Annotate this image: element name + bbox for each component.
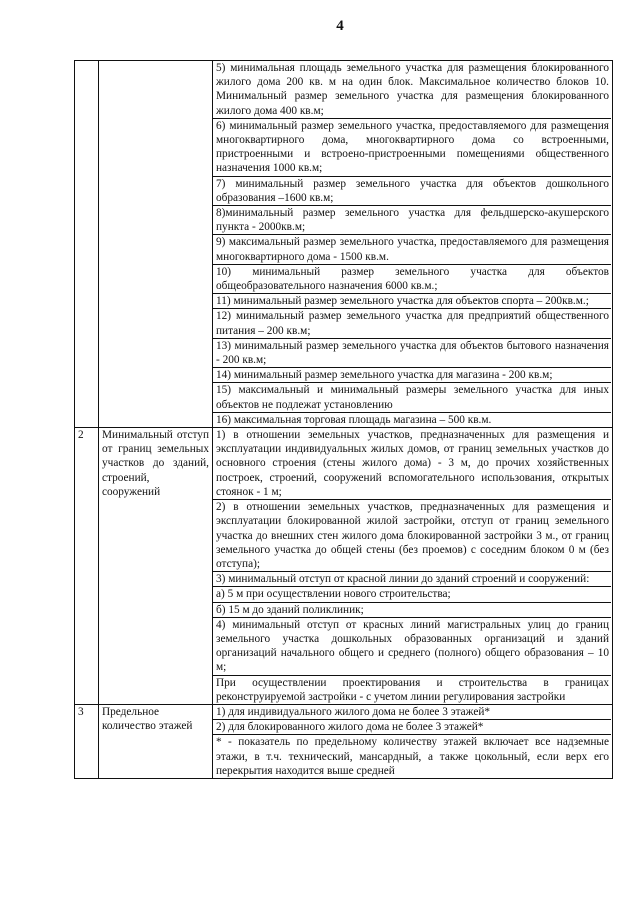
paragraph: 7) минимальный размер земельного участка для объектов дошкольного образования –1600 кв.м; bbox=[213, 177, 611, 206]
row-number: 3 bbox=[75, 704, 99, 778]
page-number: 4 bbox=[336, 18, 344, 34]
paragraph: При осуществлении проектирования и строительства в границах реконструируемой застройки - с учетом линии регулирования застройки bbox=[216, 676, 609, 703]
table-row bbox=[75, 428, 613, 705]
paragraph: 2) в отношении земельных участков, предназначенных для размещения и эксплуатации блокированной жилой застройки, отступ от границ земельного участка до внешних стен жилого дома блокированной застройки 3 м., от границ земельного участка до общей стены (без проемов) с соседним блоком 0 м (без отступа); bbox=[213, 500, 611, 572]
paragraph: 15) максимальный и минимальный размеры земельного участка для иных объектов не подлежат установлению bbox=[213, 383, 611, 412]
paragraph: 9) максимальный размер земельного участка, предоставляемого для размещения многоквартирного дома - 1500 кв.м. bbox=[213, 235, 611, 264]
row-content bbox=[213, 61, 613, 428]
paragraph: 5) минимальная площадь земельного участка для размещения блокированного жилого дома 200 кв. м на один блок. Максимальное количество блоков 10. Минимальный размер земельного участка для размещения блокированного жилого дома 400 кв.м; bbox=[213, 61, 611, 119]
paragraph: б) 15 м до зданий поликлиник; bbox=[213, 603, 611, 618]
paragraph: 1) для индивидуального жилого дома не более 3 этажей* bbox=[213, 705, 611, 720]
row-label: Предельное количество этажей bbox=[99, 704, 213, 778]
paragraph: 16) максимальная торговая площадь магазина – 500 кв.м. bbox=[216, 413, 492, 426]
paragraph: 8)минимальный размер земельного участка для фельдшерско-акушерского пункта - 2000кв.м; bbox=[213, 206, 611, 235]
paragraph: 10) минимальный размер земельного участка для объектов общеобразовательного назначения 6000 кв.м.; bbox=[213, 265, 611, 294]
paragraph: 12) минимальный размер земельного участка для предприятий общественного питания – 200 кв.м; bbox=[213, 309, 611, 338]
row-label: Минимальный отступ от границ земельных участков до зданий, строений, сооружений bbox=[99, 428, 213, 705]
table-row bbox=[75, 704, 613, 778]
table-row bbox=[75, 61, 613, 428]
paragraph: 4) минимальный отступ от красных линий магистральных улиц до границ земельного участка дошкольных образованных организаций и зданий организаций начального общего и среднего (полного) общего образования – 10 м; bbox=[213, 618, 611, 676]
row-label bbox=[99, 61, 213, 428]
paragraph: 13) минимальный размер земельного участка для объектов бытового назначения - 200 кв.м; bbox=[213, 339, 611, 368]
paragraph: 3) минимальный отступ от красной линии до зданий строений и сооружений: bbox=[213, 572, 611, 587]
regulations-table bbox=[74, 60, 613, 779]
paragraph: 1) в отношении земельных участков, предназначенных для размещения и эксплуатации индивидуальных жилых домов, от границ земельных участков до основного строения (стены жилого дома) - 3 м, до прочих хозяйственных построек, строений, сооружений вспомогательного использования, открытых стоянок - 1 м; bbox=[213, 428, 611, 500]
paragraph: * - показатель по предельному количеству этажей включает все надземные этажи, в т.ч. технический, мансардный, а также цокольный, если верх его перекрытия находится выше средней bbox=[216, 736, 609, 777]
paragraph: 11) минимальный размер земельного участка для объектов спорта – 200кв.м.; bbox=[213, 294, 611, 309]
paragraph: 14) минимальный размер земельного участка для магазина - 200 кв.м; bbox=[213, 368, 611, 383]
row-number: 2 bbox=[75, 428, 99, 705]
row-number bbox=[75, 61, 99, 428]
paragraph: 2) для блокированного жилого дома не более 3 этажей* bbox=[213, 720, 611, 735]
paragraph: а) 5 м при осуществлении нового строительства; bbox=[213, 587, 611, 602]
row-content bbox=[213, 704, 613, 778]
row-content bbox=[213, 428, 613, 705]
paragraph: 6) минимальный размер земельного участка, предоставляемого для размещения многоквартирного дома, многоквартирного дома со встроенными, пристроенными и встроено-пристроенными помещениями общественного назначения 1000 кв.м; bbox=[213, 119, 611, 177]
